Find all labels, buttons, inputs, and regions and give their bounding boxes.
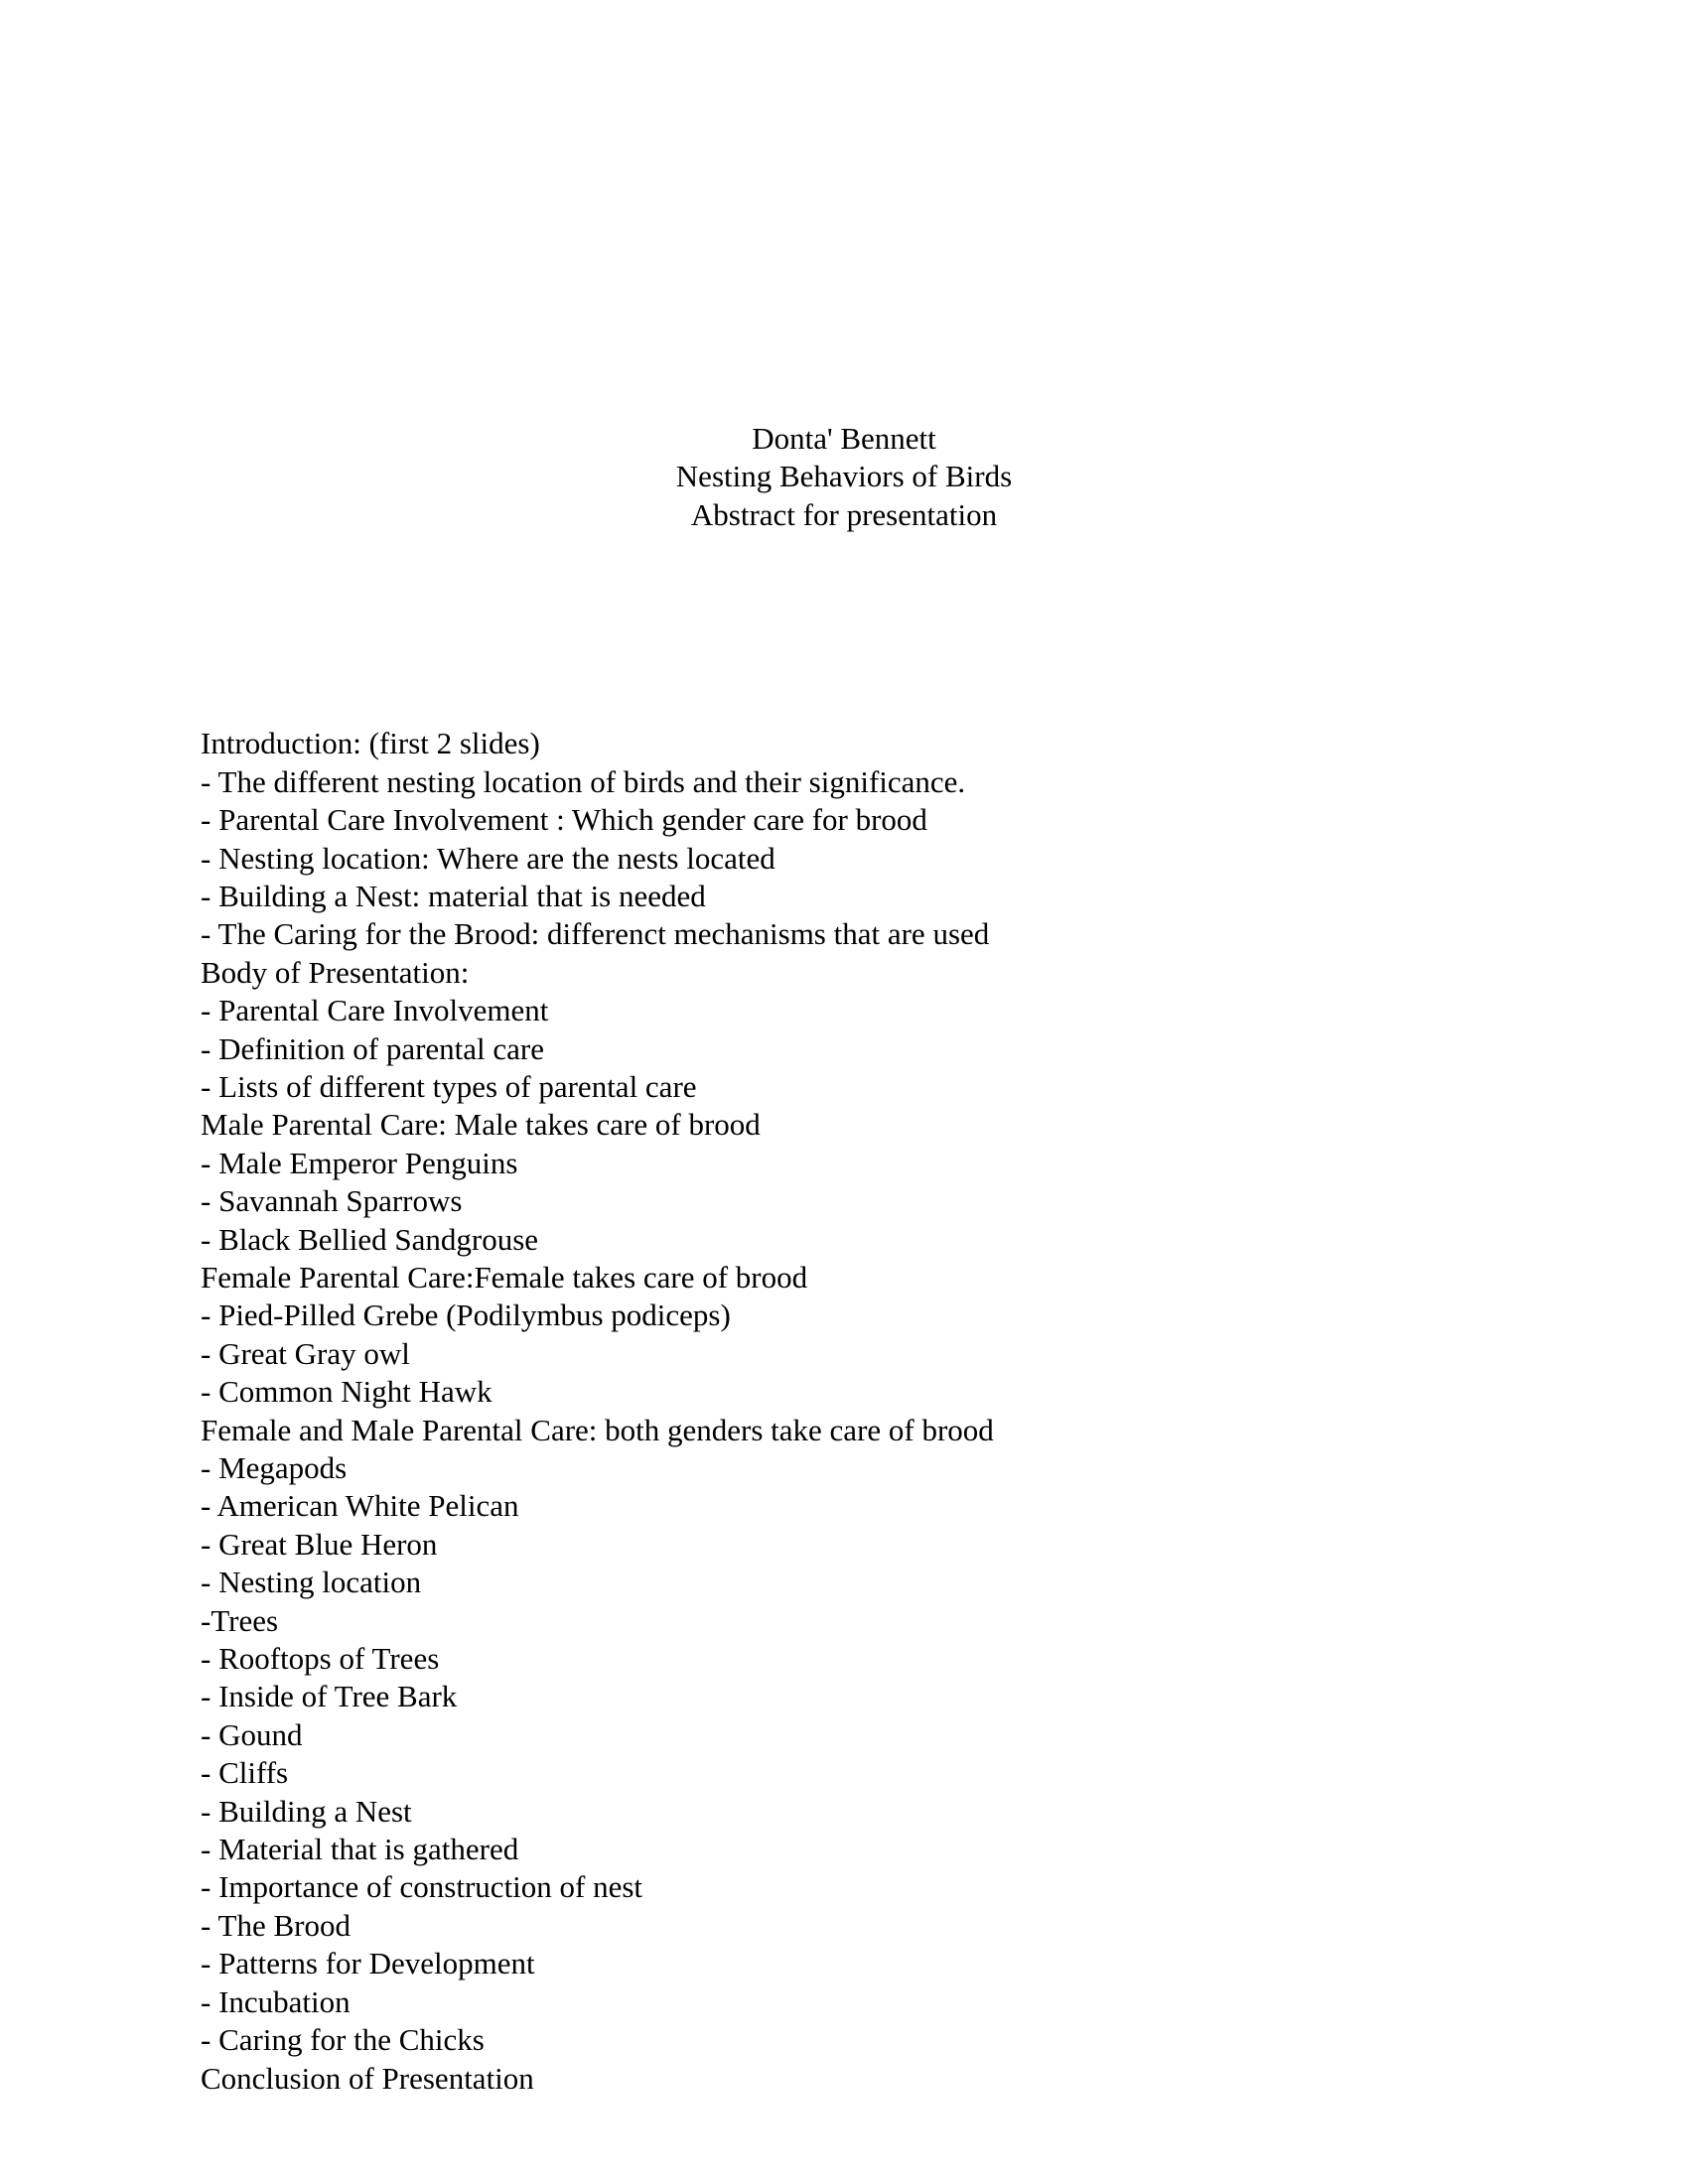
document-title-line: Donta' Bennett: [752, 421, 936, 457]
document-line: - Great Gray owl: [201, 1335, 410, 1371]
document-line: - Patterns for Development: [201, 1946, 535, 1981]
document-line: - Material that is gathered: [201, 1832, 519, 1867]
document-line: - Rooftops of Trees: [201, 1641, 440, 1677]
document-line: - Parental Care Involvement: [201, 993, 549, 1028]
document-line: Conclusion of Presentation: [201, 2060, 534, 2096]
document-line: - Definition of parental care: [201, 1030, 544, 1066]
document-line: - Parental Care Involvement : Which gender care for brood: [201, 802, 927, 838]
document-line: - The Caring for the Brood: differenct mechanisms that are used: [201, 916, 990, 952]
document-line: - The Brood: [201, 1907, 351, 1943]
document-line: - Nesting location: [201, 1565, 422, 1600]
document-line: - Male Emperor Penguins: [201, 1145, 518, 1180]
document-line: - Black Bellied Sandgrouse: [201, 1221, 539, 1257]
document-line: - Caring for the Chicks: [201, 2022, 485, 2058]
document-line: - The different nesting location of birds and their significance.: [201, 763, 966, 799]
document-header: [201, 306, 1487, 534]
document-line: - Building a Nest: material that is needed: [201, 878, 706, 913]
document-line: - Inside of Tree Bark: [201, 1679, 458, 1714]
document-line: - Savannah Sparrows: [201, 1183, 463, 1219]
document-content: [201, 229, 1487, 2174]
document-line: - Nesting location: Where are the nests located: [201, 840, 775, 876]
document-line: Female and Male Parental Care: both genders take care of brood: [201, 1412, 994, 1447]
document-line: - Common Night Hawk: [201, 1374, 492, 1410]
document-line: Introduction: (first 2 slides): [201, 726, 540, 761]
document-title-line: Abstract for presentation: [690, 496, 998, 532]
document-line: - Lists of different types of parental care: [201, 1068, 697, 1104]
document-line: - Building a Nest: [201, 1793, 412, 1829]
document-line: - Megapods: [201, 1450, 348, 1485]
document-line: Female Parental Care:Female takes care of brood: [201, 1259, 808, 1295]
document-line: - Incubation: [201, 1983, 351, 2019]
document-body: [201, 611, 1487, 2098]
document-line: - Pied-Pilled Grebe (Podilymbus podiceps): [201, 1297, 731, 1333]
document-line: Male Parental Care: Male takes care of brood: [201, 1107, 761, 1143]
document-line: -Trees: [201, 1602, 279, 1638]
document-line: - Cliffs: [201, 1755, 289, 1791]
document-line: - Gound: [201, 1716, 303, 1752]
document-line: Body of Presentation:: [201, 954, 470, 990]
document-line: - Importance of construction of nest: [201, 1869, 643, 1905]
document-line: - Great Blue Heron: [201, 1526, 438, 1562]
document-line: - American White Pelican: [201, 1488, 519, 1524]
document-title-line: Nesting Behaviors of Birds: [675, 459, 1013, 494]
